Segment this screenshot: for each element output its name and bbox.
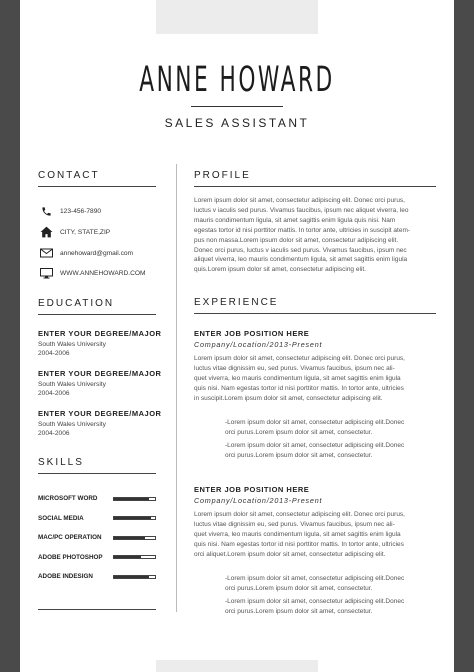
- top-tab-decoration: [156, 0, 318, 34]
- profile-rule: [194, 186, 436, 187]
- skill-level-fill: [114, 537, 145, 539]
- skill-row: [38, 515, 156, 522]
- job-description-line: Lorem ipsum dolor sit amet, consectetur adipiscing elit. Donec orci purus,: [194, 355, 405, 362]
- job-bullet-line: orci purus.Lorem ipsum dolor sit amet, consectetur.: [225, 451, 373, 459]
- job-description-line: quet viverra, leo mauris condimentum ligula, sit amet sagittis enim ligula: [194, 374, 401, 382]
- profile-line: Lorem ipsum dolor sit amet, consectetur adipiscing elit. Donec orci purus,: [194, 197, 405, 204]
- job-position-title: ENTER JOB POSITION HERE: [194, 485, 310, 494]
- skill-row: [38, 554, 156, 561]
- education-degree: ENTER YOUR DEGREE/MAJOR: [38, 329, 162, 338]
- profile-line: luctus v iaculis sed purus. Vivamus faucibus, ipsum nec aliquet viverra, leo: [194, 206, 409, 214]
- skill-name: SOCIAL MEDIA: [38, 514, 84, 522]
- education-school: South Wales University: [38, 381, 106, 388]
- job-title: SALES ASSISTANT: [164, 116, 310, 130]
- experience-heading: EXPERIENCE: [194, 297, 279, 308]
- skill-name: MAC/PC OPERATION: [38, 534, 102, 541]
- skill-name: ADOBE PHOTOSHOP: [38, 553, 103, 561]
- phone-icon: [38, 205, 54, 217]
- skill-row: [38, 573, 156, 580]
- job-bullet: [225, 597, 437, 617]
- profile-text: [194, 196, 436, 275]
- name-underline: [191, 106, 283, 107]
- candidate-name: ANNE HOWARD: [139, 60, 335, 100]
- skill-level-bar: [113, 497, 156, 501]
- job-description-line: luctus vitae dignissim eu, sed purus. Vivamus faucibus, ipsum nec ali-: [194, 520, 395, 528]
- job-description: [194, 510, 436, 560]
- job-description-line: quis nisi. Nam egestas tortor id nisi porttitor mattis. In tortor ante, ultricies: [194, 540, 404, 548]
- email-text: annehoward@gmail.com: [60, 249, 134, 257]
- education-years: 2004-2006: [38, 390, 70, 397]
- resume-page: [20, 0, 454, 672]
- skills-heading: SKILLS: [38, 457, 84, 468]
- profile-line: mauris condimentum ligula, sit amet sagittis enim ligula quis nisi. Nam: [194, 216, 396, 224]
- contact-address: [38, 226, 110, 238]
- envelope-icon: [38, 247, 54, 259]
- education-heading: EDUCATION: [38, 298, 115, 309]
- skill-name: ADOBE INDESIGN: [38, 573, 93, 580]
- job-bullet: [225, 441, 437, 461]
- job-description-line: quet viverra, leo mauris condimentum ligula, sit amet sagittis enim ligula: [194, 530, 401, 538]
- job-bullet-line: -Lorem ipsum dolor sit amet, consectetur adipiscing elit.Donec: [225, 598, 405, 605]
- contact-email: [38, 247, 133, 259]
- job-bullet-line: orci purus.Lorem ipsum dolor sit amet, consectetur.: [225, 607, 373, 615]
- profile-line: aliquet viverra, leo mauris condimentum ligula, sit amet sagittis enim ligula: [194, 256, 408, 264]
- job-bullet-line: -Lorem ipsum dolor sit amet, consectetur adipiscing elit.Donec: [225, 442, 405, 449]
- monitor-icon: [38, 267, 54, 279]
- skill-level-fill: [114, 498, 149, 500]
- skills-bottom-rule: [38, 609, 156, 610]
- profile-line: egestas tortor id nisi porttitor mattis. In tortor ante, ultricies in suscipit atem-: [194, 226, 411, 234]
- experience-rule: [194, 313, 436, 314]
- contact-rule: [38, 186, 156, 187]
- job-company-meta: Company/Location/2013-Present: [194, 340, 323, 349]
- skill-level-bar: [113, 555, 156, 559]
- education-degree: ENTER YOUR DEGREE/MAJOR: [38, 409, 162, 418]
- education-degree: ENTER YOUR DEGREE/MAJOR: [38, 369, 162, 378]
- skill-level-fill: [114, 576, 149, 578]
- profile-heading: PROFILE: [194, 170, 251, 181]
- skill-level-bar: [113, 575, 156, 579]
- skill-level-fill: [114, 556, 141, 558]
- address-text: CITY, STATE,ZIP: [60, 228, 111, 236]
- job-bullet: [225, 574, 437, 594]
- education-years: 2004-2006: [38, 350, 70, 357]
- job-description-line: quis nisi. Nam egestas tortor id nisi porttitor mattis. In tortor ante, ultricies: [194, 384, 404, 392]
- skill-row: [38, 534, 156, 541]
- contact-website: [38, 267, 145, 279]
- skills-rule: [38, 473, 156, 474]
- website-text: WWW.ANNEHOWARD.COM: [60, 269, 146, 277]
- job-description: [194, 354, 436, 404]
- job-description-line: luctus vitae dignissim eu, sed purus. Vivamus faucibus, ipsum nec ali-: [194, 364, 395, 372]
- job-bullet-line: orci purus.Lorem ipsum dolor sit amet, consectetur.: [225, 584, 373, 592]
- home-icon: [38, 226, 54, 238]
- job-position-title: ENTER JOB POSITION HERE: [194, 329, 310, 338]
- job-description-line: in suscipit.Lorem ipsum dolor sit amet, consectetur adipiscing elit.: [194, 394, 383, 402]
- contact-heading: CONTACT: [38, 170, 100, 181]
- job-bullet: [225, 418, 437, 438]
- profile-line: quis.Lorem ipsum dolor sit amet, consectetur adipiscing elit.: [194, 266, 366, 274]
- phone-text: 123-456-7890: [60, 207, 102, 215]
- column-divider: [176, 164, 177, 612]
- profile-line: Donec orci purus, luctus v iaculis sed purus. Vivamus faucibus, ipsum nec: [194, 246, 407, 254]
- education-school: South Wales University: [38, 421, 106, 428]
- profile-line: pus non massa.Lorem ipsum dolor sit amet, consectetur adipiscing elit.: [194, 236, 399, 244]
- job-description-line: Lorem ipsum dolor sit amet, consectetur adipiscing elit. Donec orci purus,: [194, 511, 405, 518]
- job-company-meta: Company/Location/2013-Present: [194, 496, 323, 505]
- education-school: South Wales University: [38, 341, 106, 348]
- job-description-line: orci aliquet.Lorem ipsum dolor sit amet, consectetur adipiscing elit.: [194, 550, 386, 558]
- education-rule: [38, 314, 156, 315]
- job-bullet-line: -Lorem ipsum dolor sit amet, consectetur adipiscing elit.Donec: [225, 419, 405, 426]
- skill-level-bar: [113, 536, 156, 540]
- skill-level-fill: [114, 517, 151, 519]
- job-bullet-line: -Lorem ipsum dolor sit amet, consectetur adipiscing elit.Donec: [225, 575, 405, 582]
- education-years: 2004-2006: [38, 430, 70, 437]
- contact-phone: [38, 205, 101, 217]
- job-bullet-line: orci purus.Lorem ipsum dolor sit amet, consectetur.: [225, 428, 373, 436]
- skill-row: [38, 495, 156, 502]
- skill-level-bar: [113, 516, 156, 520]
- skill-name: MICROSOFT WORD: [38, 495, 98, 502]
- bottom-tab-decoration: [156, 660, 318, 672]
